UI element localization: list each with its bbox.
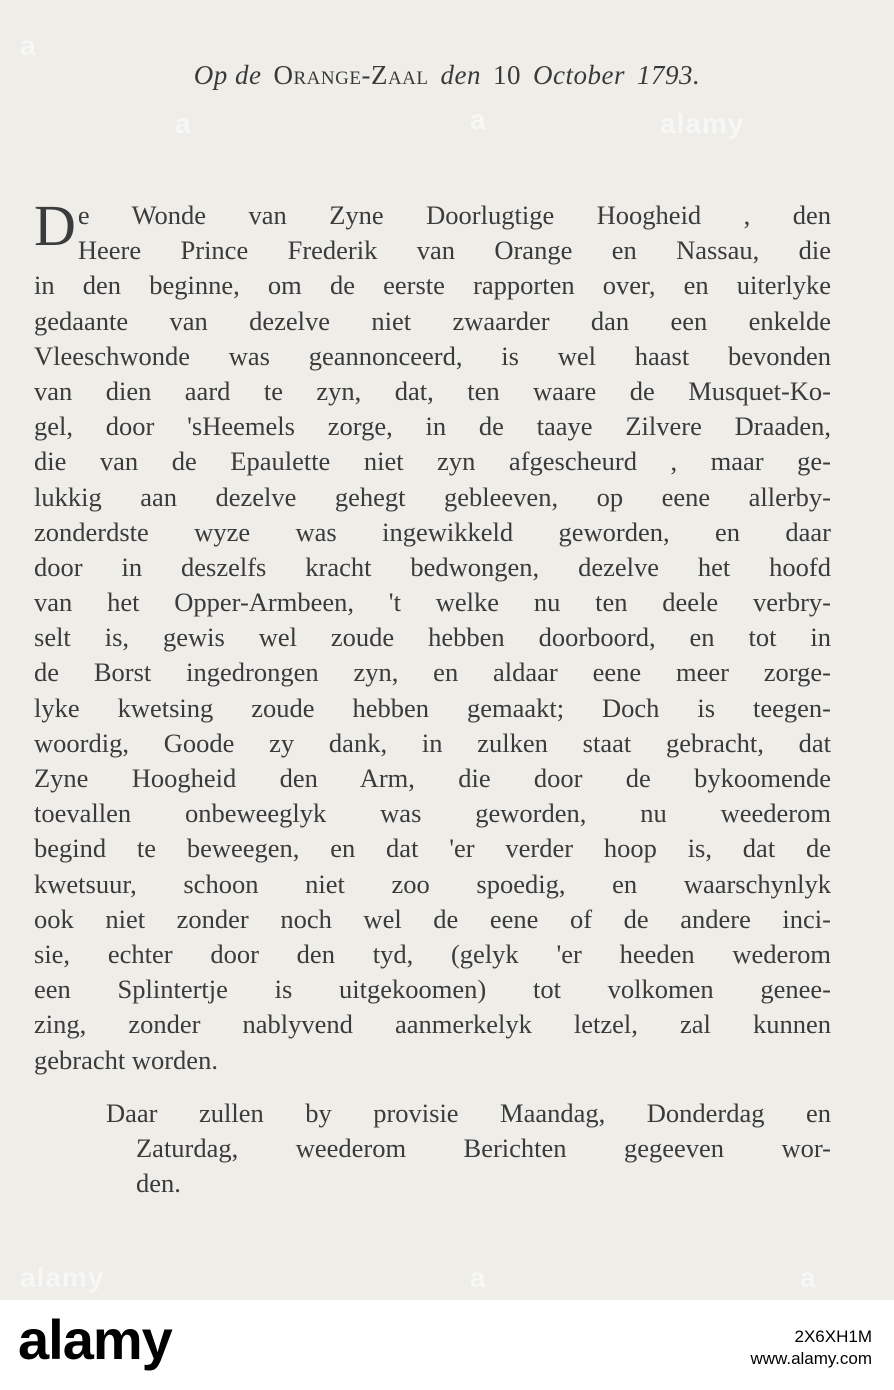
text-line: Zyne Hoogheid den Arm, die door de bykoomende (34, 763, 831, 793)
text-line: in den beginne, om de eerste rapporten over, en uiterlyke (34, 270, 831, 301)
page-title (0, 60, 894, 91)
drop-cap: D (34, 193, 76, 258)
text-line: van het Opper-Armbeen, 't welke nu ten deele verbry- (34, 587, 831, 618)
text-line: gedaante van dezelve niet zwaarder dan een enkelde (34, 305, 831, 336)
header-year: 1793. (636, 60, 701, 90)
text-line: Heere Prince Frederik van Orange en Nassau, die (77, 235, 831, 266)
text-line: kwetsuur, schoon niet zoo spoedig, en waarschynlyk (34, 868, 831, 899)
watermark: a (800, 1262, 817, 1293)
note-line: Daar zullen by provisie Maandag, Donderdag en (106, 1098, 831, 1128)
watermark: alamy (660, 108, 745, 139)
watermark: a (470, 104, 487, 135)
watermark: a (20, 30, 37, 61)
main-paragraph (34, 193, 831, 1078)
watermark: a (175, 108, 192, 139)
text-line: een Splintertje is uitgekoomen) tot volkomen genee- (34, 974, 831, 1005)
text-line: die van de Epaulette niet zyn afgescheurd , maar ge- (34, 446, 831, 477)
text-line: zonderdste wyze was ingewikkeld geworden, en daar (34, 516, 831, 547)
text-line: lyke kwetsing zoude hebben gemaakt; Doch is teegen- (34, 692, 831, 723)
alamy-logo: alamy (18, 1308, 172, 1371)
text-line: gel, door 'sHeemels zorge, in de taaye Zilvere Draaden, (34, 411, 831, 442)
text-line: zing, zonder nablyvend aanmerkelyk letzel, zal kunnen (34, 1009, 831, 1040)
text-line: begind te beweegen, en dat 'er verder hoop is, dat de (34, 833, 831, 864)
image-id-code: 2X6XH1M (794, 1327, 872, 1346)
watermark: alamy (20, 1262, 105, 1293)
image-site: www.alamy.com (750, 1349, 872, 1368)
header-venue: Orange-Zaal (273, 60, 429, 90)
watermark: a (470, 1262, 487, 1293)
header-day: 10 (492, 60, 521, 90)
text-line: selt is, gewis wel zoude hebben doorboord, en tot in (34, 622, 831, 653)
closing-note (106, 1096, 831, 1202)
text-line: sie, echter door den tyd, (gelyk 'er heeden wederom (34, 938, 831, 969)
image-id (750, 1326, 872, 1370)
text-line: lukkig aan dezelve gehegt gebleeven, op eene allerby- (34, 481, 831, 512)
header-den: den (440, 60, 481, 90)
header-month: October (532, 60, 625, 90)
text-line: de Borst ingedrongen zyn, en aldaar eene meer zorge- (34, 657, 831, 688)
note-line: Zaturdag, weederom Berichten gegeeven wor- (136, 1133, 831, 1164)
text-line: gebracht worden. (34, 1044, 218, 1075)
text-line: woordig, Goode zy dank, in zulken staat gebracht, dat (34, 727, 831, 758)
text-line: van dien aard te zyn, dat, ten waare de Musquet-Ko- (34, 375, 831, 406)
text-line: ook niet zonder noch wel de eene of de andere inci- (34, 903, 831, 934)
text-line: toevallen onbeweeglyk was geworden, nu weederom (34, 798, 831, 829)
text-line: door in deszelfs kracht bedwongen, dezelve het hoofd (34, 551, 831, 582)
text-line: e Wonde van Zyne Doorlugtige Hoogheid , den (77, 200, 831, 230)
text-line: Vleeschwonde was geannonceerd, is wel haast bevonden (34, 340, 831, 371)
note-line: den. (136, 1168, 181, 1199)
header-prefix: Op de (193, 60, 262, 90)
